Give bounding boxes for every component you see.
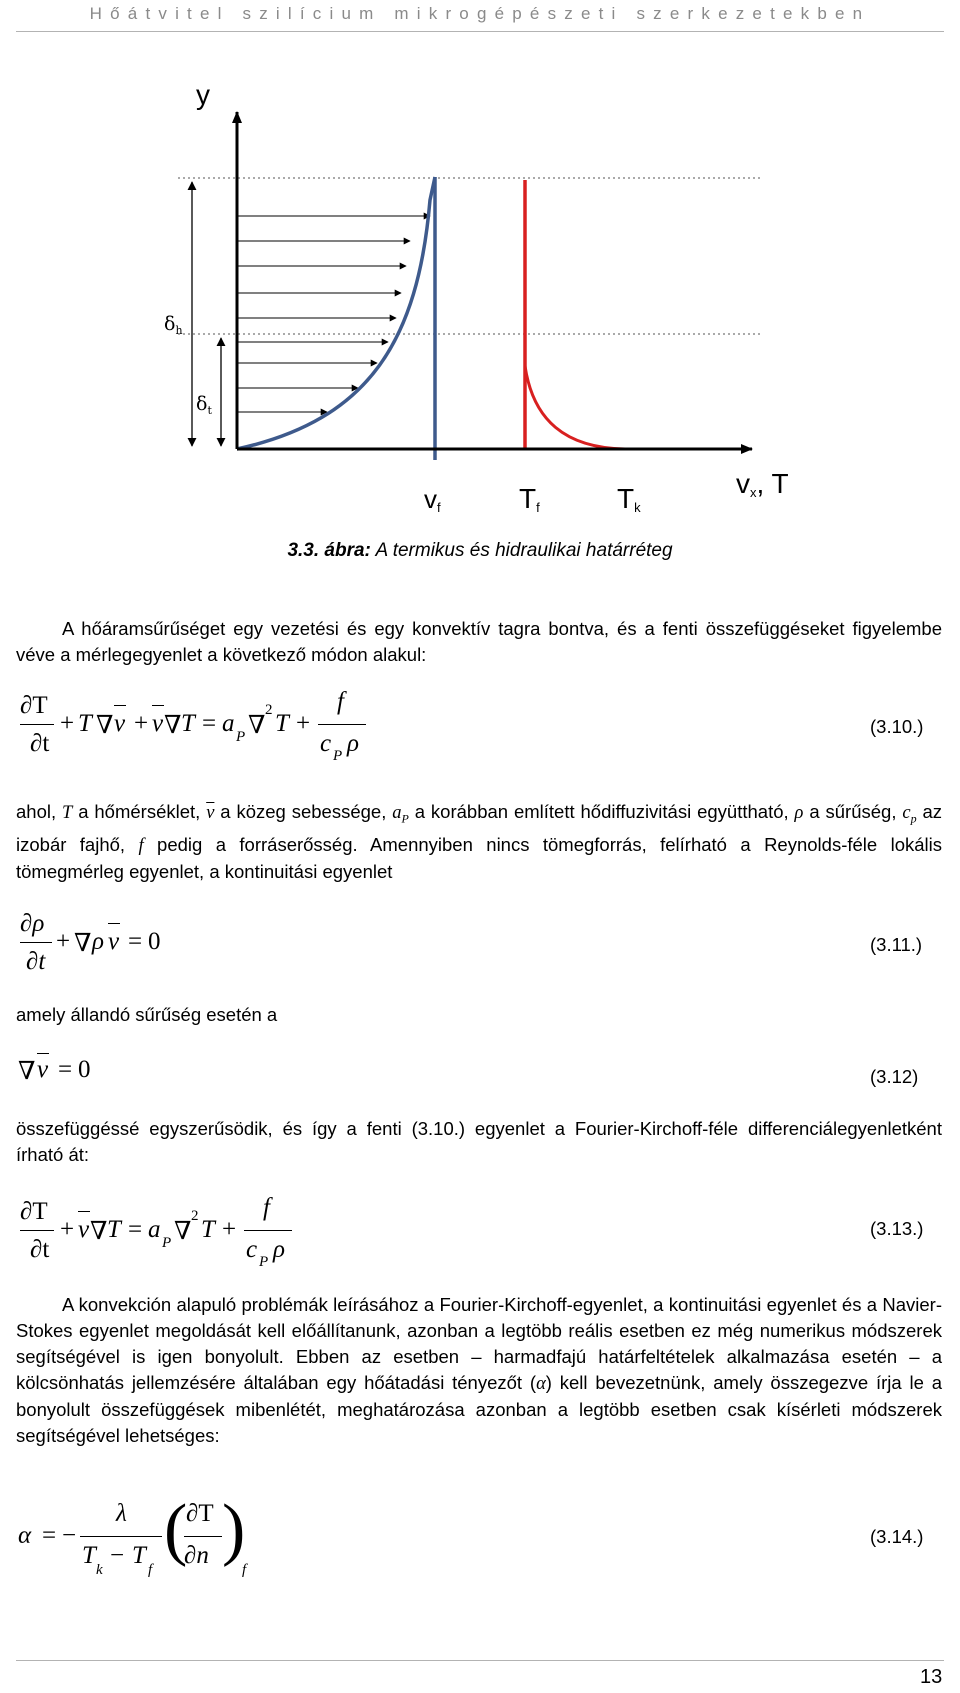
tk-label: Tk xyxy=(617,483,641,515)
equation-number-3-11: (3.11.) xyxy=(870,934,923,955)
header-rule xyxy=(16,31,944,32)
equation-number-3-12: (3.12) xyxy=(870,1066,919,1087)
tf-label: Tf xyxy=(519,483,540,515)
footer-rule xyxy=(16,1660,944,1661)
equation-3-14: α = − λ T k − T f ( ∂T ∂n ) f (3.14.) xyxy=(18,1491,924,1578)
temperature-profile-curve xyxy=(525,366,625,449)
y-axis-label: y xyxy=(196,79,210,110)
equation-3-13: ∂T ∂t + v ∇ T = a P ∇ 2 T + f c P ρ (3.13.) xyxy=(20,1194,924,1270)
page-number: 13 xyxy=(920,1666,943,1688)
velocity-arrows xyxy=(237,216,430,412)
paragraph-simplification: összefüggéssé egyszerűsödik, és így a fenti (3.10.) egyenlet a Fourier-Kirchoff-féle differenciálegyenletként írható át: xyxy=(16,1118,942,1165)
boundary-layer-figure xyxy=(0,60,960,525)
delta-t-label: $\delta_t$ xyxy=(196,393,212,417)
equation-number-3-10: (3.10.) xyxy=(870,716,924,737)
equation-number-3-14: (3.14.) xyxy=(870,1526,924,1547)
equation-3-10: ∂T ∂t + T ∇ v + v ∇ T = a P ∇ 2 T + f c P ρ (3.10.) xyxy=(20,688,924,764)
velocity-profile-curve xyxy=(237,177,435,449)
running-header: Hőátvitel szilícium mikrogépészeti szerkezetekben xyxy=(89,4,871,23)
vf-label: vf xyxy=(424,484,441,515)
equation-number-3-13: (3.13.) xyxy=(870,1218,924,1239)
delta-h-label: $\delta_h$ xyxy=(164,313,183,337)
paragraph-convection: A konvekción alapuló problémák leírásához a Fourier-Kirchoff-egyenlet, a kontinuitási egyenlet és a Navier-Stokes egyenlet megoldását kell előállítanunk, azonban a legtöbb reális esetben ez még numerikus módszerek segítségével is igen bonyolult. Ebben az esetben – harmadfajú határfeltételek alkalmazása esetén – a kölcsönhatás jellemzésére általában egy hőátadási tényezőt (α) kell bevezetnünk, amely összegezve írja le a bonyolult összefüggések mibenlétét, meghatározása azonban a legtöbb esetben csak kísérleti módszerek segítségével lehetséges: xyxy=(16,1294,942,1446)
figure-caption: 3.3. ábra: A termikus és hidraulikai határréteg xyxy=(287,540,673,561)
equation-3-12: ∇ v = 0 (3.12) xyxy=(0,1052,960,1092)
paragraph-intro: A hőáramsűrűséget egy vezetési és egy konvektív tagra bontva, és a fenti összefüggéseket figyelembe véve a mérlegegyenlet a következő módon alakul: xyxy=(16,618,942,665)
paragraph-definitions: ahol, T a hőmérséklet, $\overline{v}$ a közeg sebessége, $a_P$ a korábban említett hődiffuzivitási együttható, ρ a sűrűség, $c_p$ az izobár fajhő, f pedig a forráserősség. Amennyiben nincs tömegforrás, felírható a Reynolds-féle lokális tömegmérleg egyenlet, a kontinuitási egyenlet xyxy=(16,801,943,882)
paragraph-constant-density: amely állandó sűrűség esetén a xyxy=(16,1004,278,1025)
equation-3-11: ∂ρ ∂t + ∇ ρ v = 0 (3.11.) xyxy=(20,910,923,975)
x-axis-label: vx, T xyxy=(736,468,789,500)
